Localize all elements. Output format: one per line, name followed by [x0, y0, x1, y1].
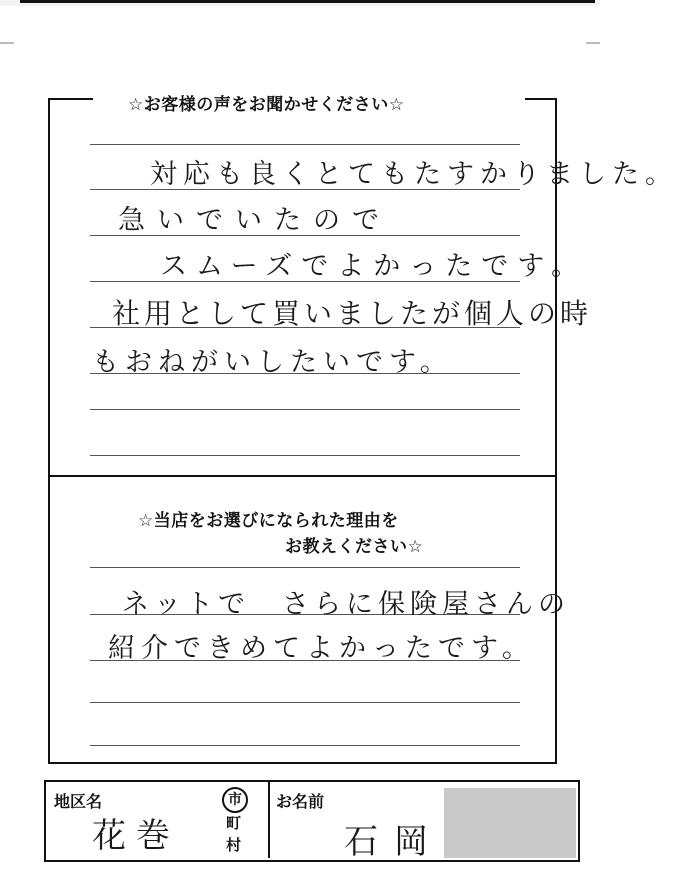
town-option: 町 — [226, 814, 242, 832]
handwritten-comment-line: 社用として買いましたが個人の時 — [112, 297, 593, 330]
ruled-line — [90, 745, 520, 746]
name-label: お名前 — [276, 792, 325, 811]
handwritten-comment-line: スムーズでよかったです。 — [160, 251, 588, 282]
village-option: 村 — [226, 836, 242, 854]
area-label: 地区名 — [54, 792, 103, 811]
reason-section-heading-cont: お教えください☆ — [285, 537, 424, 557]
frame-top-left — [48, 98, 93, 100]
ruled-line — [90, 144, 520, 145]
top-rule — [20, 0, 595, 3]
handwritten-reason-line: ネットで さらに保険屋さんの — [122, 589, 570, 620]
ruled-line — [90, 567, 520, 568]
name-value: 石岡 — [344, 822, 444, 862]
voice-section-heading: ☆お客様の声をお聞かせください☆ — [128, 95, 405, 115]
handwritten-comment-line: 急いでいたので — [118, 205, 391, 236]
footer-divider — [268, 780, 270, 858]
edge-mark-left — [0, 42, 14, 44]
handwritten-comment-line: 対応も良くとてもたすかりました。 — [150, 159, 678, 190]
redacted-name-area — [444, 788, 576, 858]
area-value: 花巻 — [92, 816, 180, 856]
handwritten-reason-line: 紹介できめてよかったです。 — [108, 633, 535, 664]
ruled-line — [90, 409, 520, 410]
city-option-circled: 市 — [222, 787, 248, 813]
handwritten-comment-line: もおねがいしたいです。 — [92, 347, 453, 378]
ruled-line — [90, 455, 520, 456]
ruled-line — [90, 702, 520, 703]
edge-mark-right — [586, 42, 600, 44]
reason-section-heading: ☆当店をお選びになられた理由を — [138, 511, 399, 531]
frame-top-right — [525, 98, 555, 100]
